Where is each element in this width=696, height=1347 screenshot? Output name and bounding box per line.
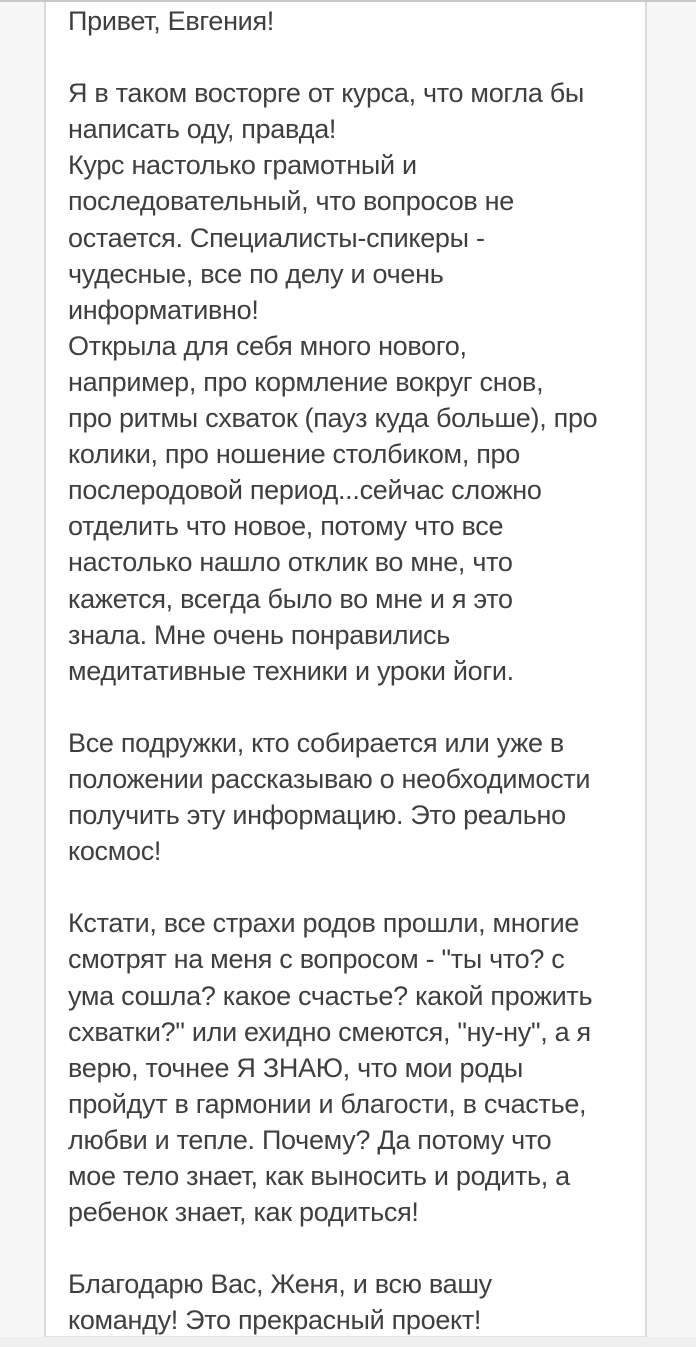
message-card: [44, 0, 647, 1337]
text-line: Все подружки, кто собирается или уже в: [68, 727, 564, 758]
text-line: [68, 39, 627, 75]
text-line: Открыла для себя много нового,: [68, 330, 467, 361]
text-line: колики, про ношение столбиком, про: [68, 439, 520, 470]
text-line: верю, точнее Я ЗНАЮ, что мои роды: [68, 1052, 523, 1083]
text-line: послеродовой период...сейчас сложно: [68, 475, 542, 506]
text-line: смотрят на меня с вопросом - "ты что? с: [68, 944, 565, 975]
right-gutter: [647, 0, 696, 1347]
text-line: любви и тепле. Почему? Да потому что: [68, 1124, 552, 1155]
text-line: команду! Это прекрасный проект!: [68, 1305, 482, 1336]
text-line: написать оду, правда!: [68, 114, 337, 145]
text-line: космос!: [68, 836, 162, 867]
text-line: [68, 869, 627, 905]
text-line: мое тело знает, как выносить и родить, а: [68, 1161, 570, 1191]
text-line: информативно!: [68, 294, 259, 325]
text-line: ума сошла? какое счастье? какой прожить: [68, 980, 593, 1011]
text-line: про ритмы схваток (пауз куда больше), про: [68, 403, 598, 434]
text-line: знала. Мне очень понравились: [68, 619, 450, 650]
text-line: схватки?" или ехидно смеются, "ну-ну", а я: [68, 1016, 591, 1047]
text-line: [68, 1230, 627, 1266]
text-line: ребенок знает, как родиться!: [68, 1197, 419, 1228]
text-line: например, про кормление вокруг снов,: [68, 366, 544, 397]
text-line: Благодарю Вас, Женя, и всю вашу: [68, 1269, 492, 1300]
text-line: Курс настолько грамотный и: [68, 150, 417, 181]
text-line: Я в таком восторге от курса, что могла бы: [68, 78, 585, 109]
text-line: Привет, Евгения!: [68, 6, 274, 36]
bottom-strip: [0, 1337, 696, 1347]
text-line: медитативные техники и уроки йоги.: [68, 655, 514, 686]
text-line: пройдут в гармонии и благости, в счастье,: [68, 1088, 587, 1119]
text-line: остается. Специалисты-спикеры -: [68, 222, 485, 253]
text-line: кажется, всегда было во мне и я это: [68, 583, 513, 614]
text-line: чудесные, все по делу и очень: [68, 258, 444, 289]
text-line: настолько нашло отклик во мне, что: [68, 547, 513, 578]
text-line: последовательный, что вопросов не: [68, 186, 515, 217]
left-gutter: [0, 0, 44, 1347]
text-line: Кстати, все страхи родов прошли, многие: [68, 908, 580, 939]
text-line: получить эту информацию. Это реально: [68, 800, 566, 831]
text-line: отделить что новое, потому что все: [68, 511, 504, 542]
text-line: положении рассказываю о необходимости: [68, 763, 591, 794]
text-line: [68, 689, 627, 725]
top-divider: [0, 0, 696, 2]
